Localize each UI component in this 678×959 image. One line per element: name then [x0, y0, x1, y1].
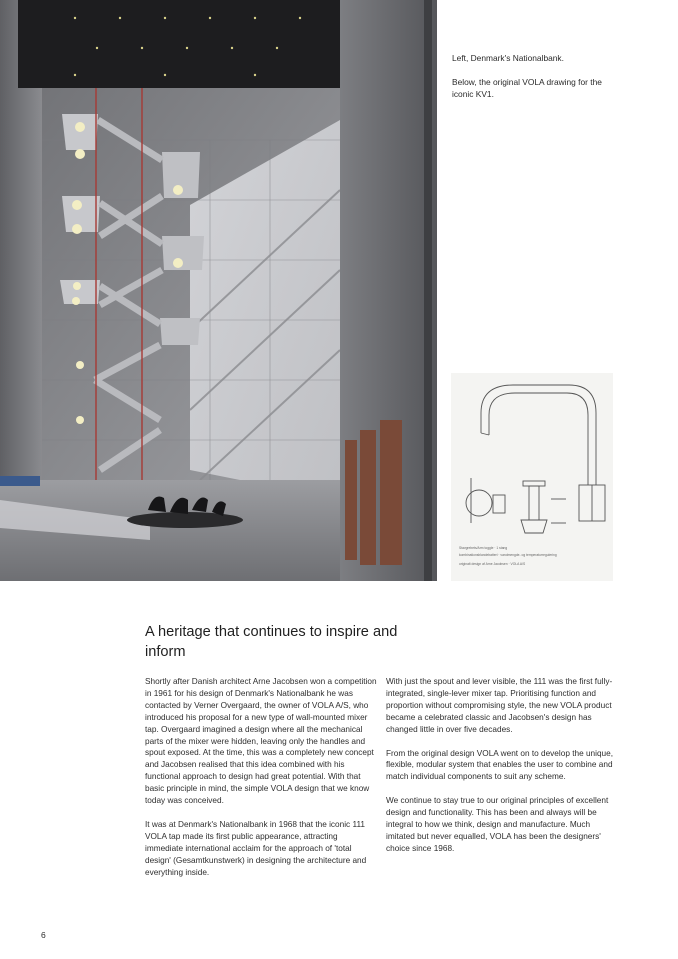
page-number: 6 — [41, 930, 46, 940]
hero-photo — [0, 0, 437, 581]
paragraph: It was at Denmark's Nationalbank in 1968 that the iconic 111 VOLA tap made its first public appearance, attracting immediate international acclaim for the approach of 'total design' (Gesamtkunstwerk) in designing the architecture and everything inside. — [145, 819, 367, 877]
kv1-drawing — [451, 373, 613, 581]
photo-captions — [452, 52, 612, 113]
paragraph: We continue to stay true to our original principles of excellent design and functionality. This has been and always will be integral to how we think, design and manufacture. Much imitated but never equalled, VOLA has been the designers' choice since 1968. — [386, 796, 609, 853]
paragraph: Shortly after Danish architect Arne Jacobsen won a competition in 1961 for his design of Denmark's Nationalbank he was contacted by Verner Overgaard, the owner of VOLA A/S, who introduced his proposal for a new type of wall-mounted mixer tap. Overgaard imagined a design where all the mechanical parts of the mixer were hidden, leaving only the handles and spout exposed. At the time, this was a completely new concept and Jacobsen realised that this idea combined with his functional approach to design had great potential. With that basic principle in mind, the simple VOLA design that we know today was conceived. — [145, 677, 377, 806]
nationalbank-interior-image — [0, 0, 437, 581]
caption-nationalbank: Left, Denmark's Nationalbank. — [452, 53, 564, 63]
drawing-annotation-2: kombinationsblandebatteri · vandmengde- og temperaturregulering — [459, 553, 557, 557]
paragraph: From the original design VOLA went on to develop the unique, flexible, modular system that enables the user to combine and match individual components to suit any scheme. — [386, 748, 614, 782]
kv1-technical-drawing-image — [451, 373, 613, 581]
paragraph: With just the spout and lever visible, the 111 was the first fully-integrated, single-lever mixer tap. Prioritising function and proportion without compromising style, the new VOLA product became a celebrated classic and Jacobsen's design has changed little in over five decades. — [386, 677, 613, 734]
drawing-annotation-1: Stavgrebets/Arm toggle · 1 stang — [459, 546, 508, 550]
caption-drawing: Below, the original VOLA drawing for the iconic KV1. — [452, 77, 602, 100]
article-column-left — [145, 676, 377, 891]
article-column-right — [386, 676, 618, 867]
drawing-annotation-3: originalt design af Arne Jacobsen · VOLA A/S — [459, 562, 526, 566]
article-heading: A heritage that continues to inspire and inform — [145, 624, 398, 660]
